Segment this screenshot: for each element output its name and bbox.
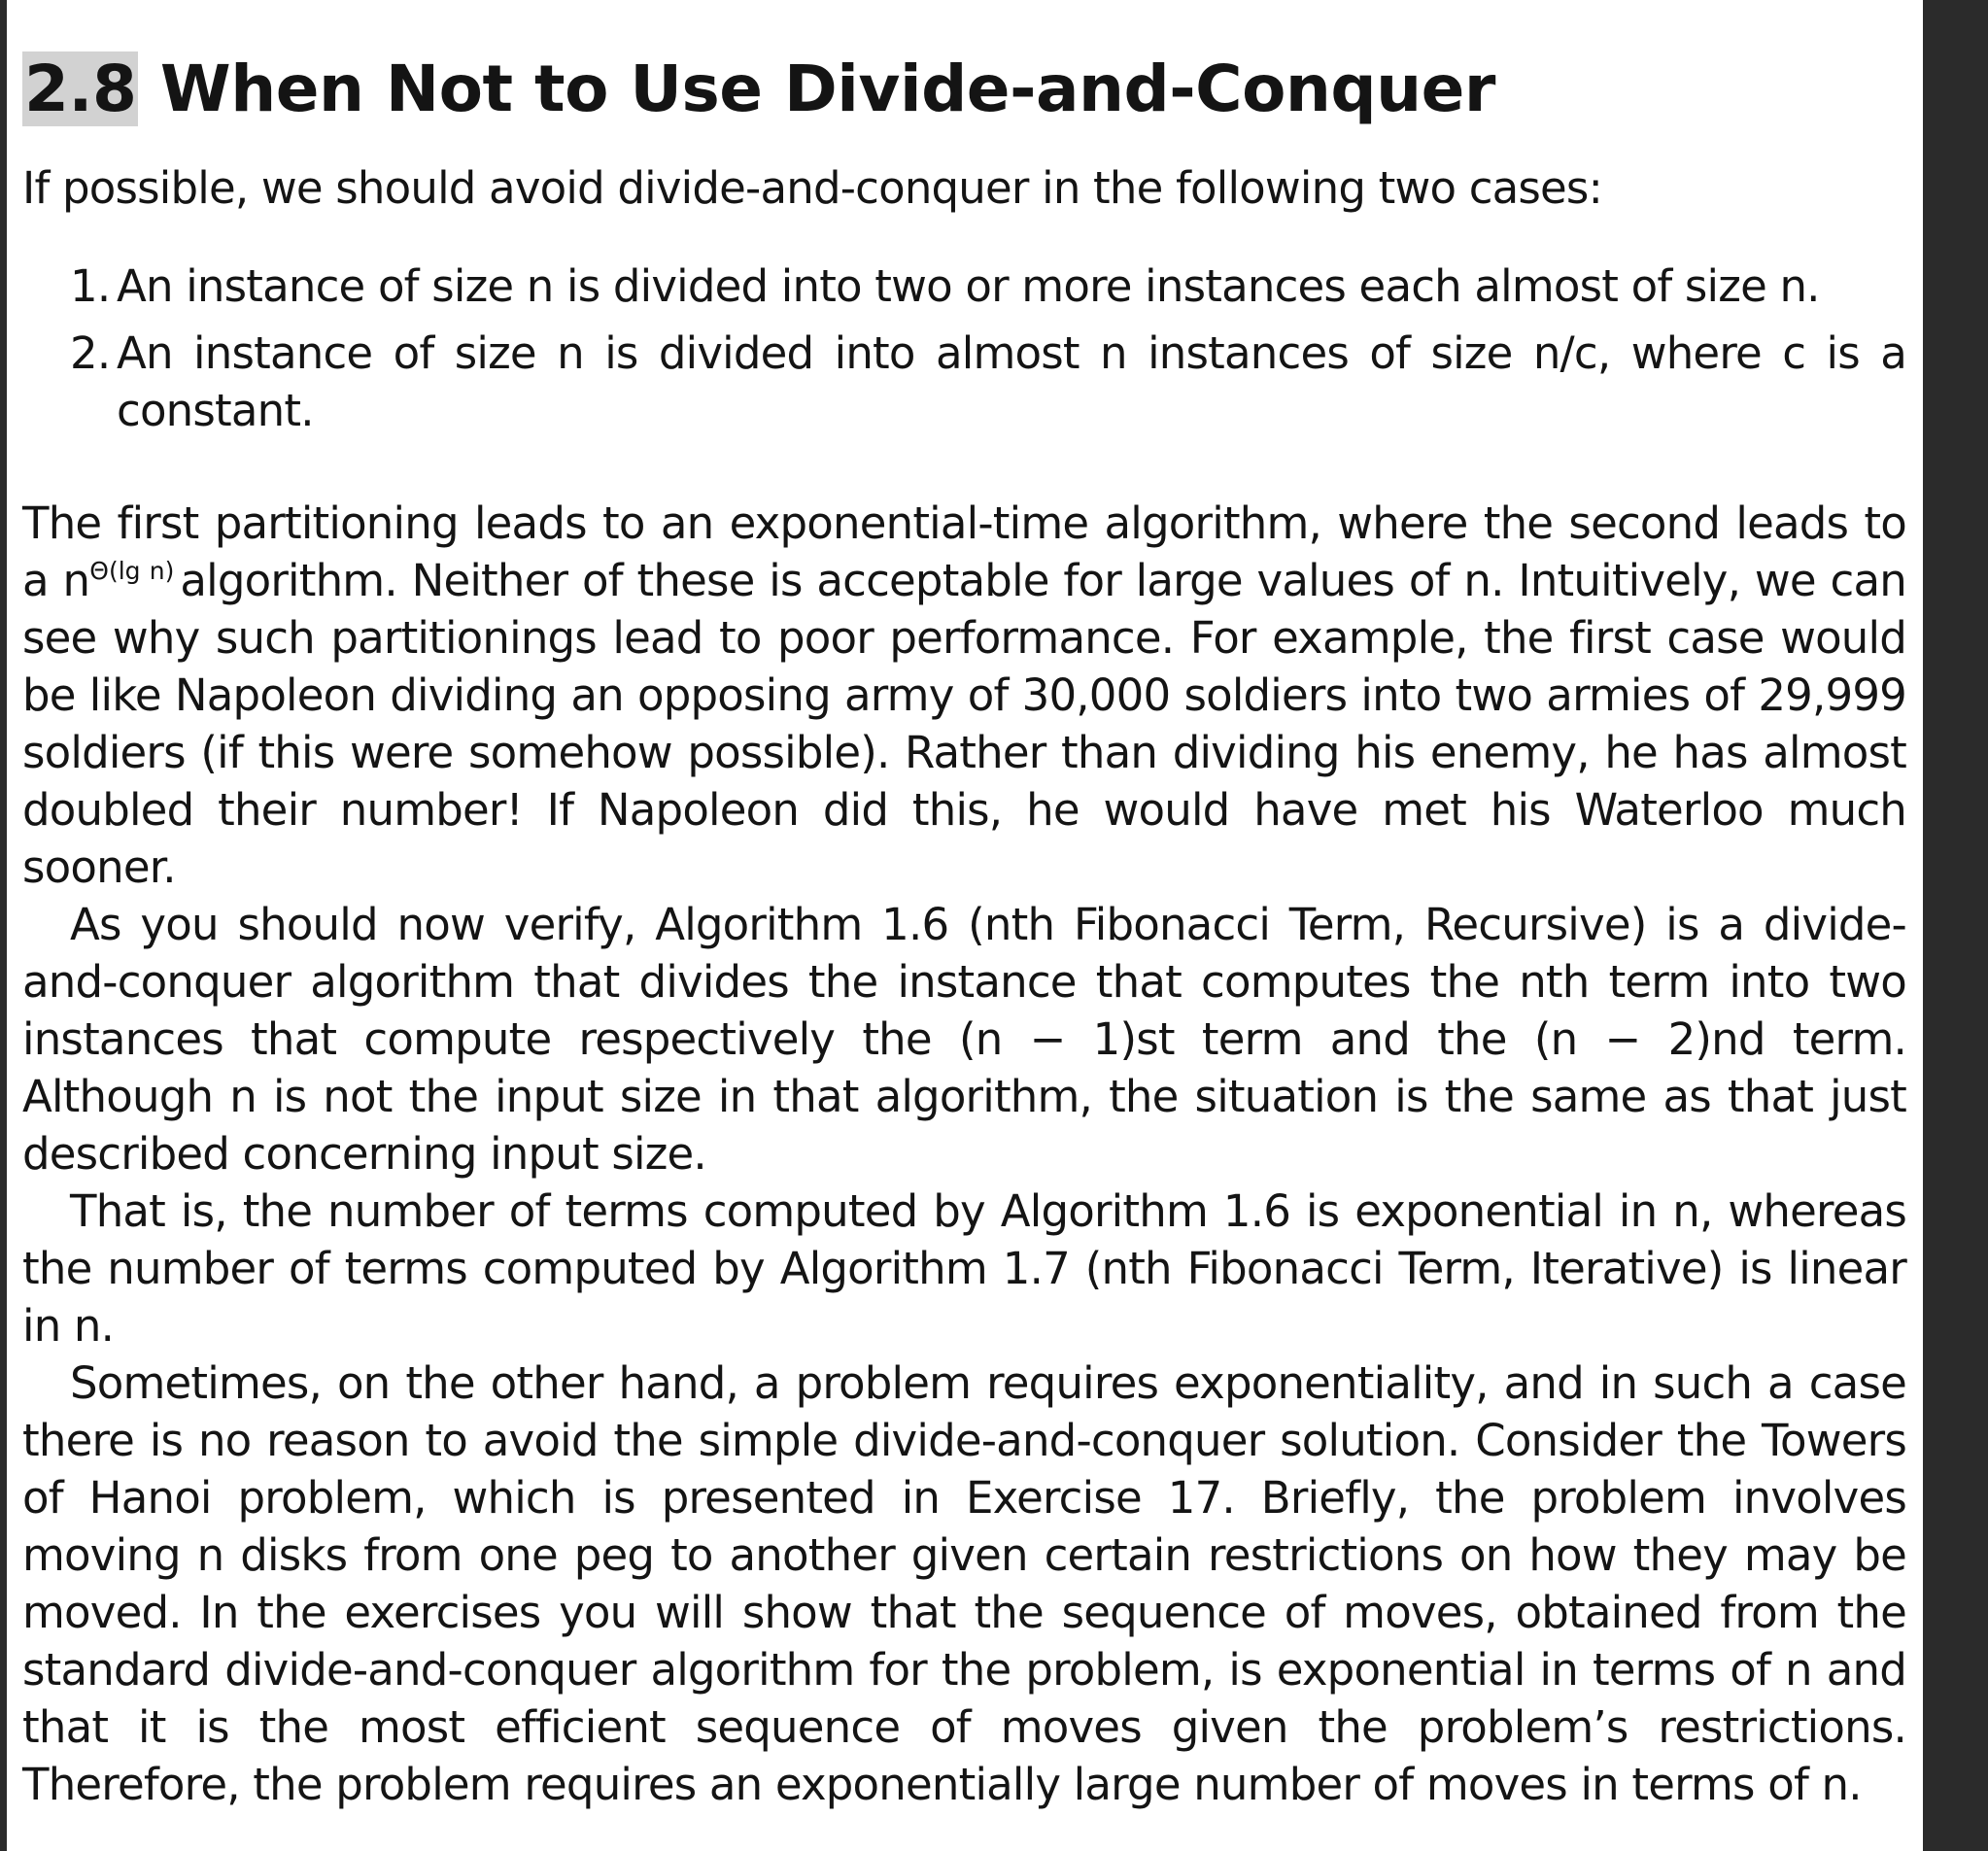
paragraph-partitioning	[22, 495, 1906, 896]
body-text	[22, 495, 1906, 1813]
list-item-number: 1.	[70, 260, 111, 312]
left-edge	[0, 0, 7, 1851]
list-item-text: An instance of size n is divided into almost n instances of size n/c, where c is a constant.	[117, 327, 1906, 436]
section-title: When Not to Use Divide-and-Conquer	[159, 51, 1495, 126]
paragraph-text: algorithm. Neither of these is acceptable for large values of n. Intuitively, we can see why such partitionings lead to poor performance. For example, the first case would be like Napoleon dividing an opposing army of 30,000 soldiers into two armies of 29,999 soldiers (if this were somehow possible). Rather than dividing his enemy, he has almost doubled their number! If Napoleon did this, he would have met his Waterloo much sooner.	[22, 555, 1906, 893]
list-item	[22, 325, 1906, 439]
paragraph-text: The first partitioning leads to an exponential-time algorithm, where the second leads to a n	[22, 497, 1906, 606]
superscript-exponent: Θ(lg n)	[89, 557, 175, 585]
paragraph-fibonacci-recursive: As you should now verify, Algorithm 1.6 (nth Fibonacci Term, Recursive) is a divide-and-conquer algorithm that divides the instance that computes the nth term into two instances that compute respectively the (n − 1)st term and the (n − 2)nd term. Although n is not the input size in that algorithm, the situation is the same as that just described concerning input size.	[22, 899, 1906, 1180]
intro-paragraph: If possible, we should avoid divide-and-conquer in the following two cases:	[22, 162, 1602, 214]
cases-list	[22, 257, 1906, 439]
paragraph-towers-of-hanoi: Sometimes, on the other hand, a problem requires exponentiality, and in such a case there is no reason to avoid the simple divide-and-conquer solution. Consider the Towers of Hanoi problem, which is presented in Exercise 17. Briefly, the problem involves moving n disks from one peg to another given certain restrictions on how they may be moved. In the exercises you will show that the sequence of moves, obtained from the standard divide-and-conquer algorithm for the problem, is exponential in terms of n and that it is the most efficient sequence of moves given the problem’s restrictions. Therefore, the problem requires an exponentially large number of moves in terms of n.	[22, 1357, 1906, 1810]
section-heading	[22, 49, 1906, 130]
list-item-text: An instance of size n is divided into two or more instances each almost of size n.	[117, 260, 1820, 312]
document-page	[7, 0, 1923, 1851]
list-item-number: 2.	[70, 327, 111, 379]
list-item	[22, 257, 1906, 315]
section-number: 2.8	[24, 51, 137, 126]
paragraph-fibonacci-iterative: That is, the number of terms computed by Algorithm 1.6 is exponential in n, whereas the number of terms computed by Algorithm 1.7 (nth Fibonacci Term, Iterative) is linear in n.	[22, 1185, 1906, 1352]
